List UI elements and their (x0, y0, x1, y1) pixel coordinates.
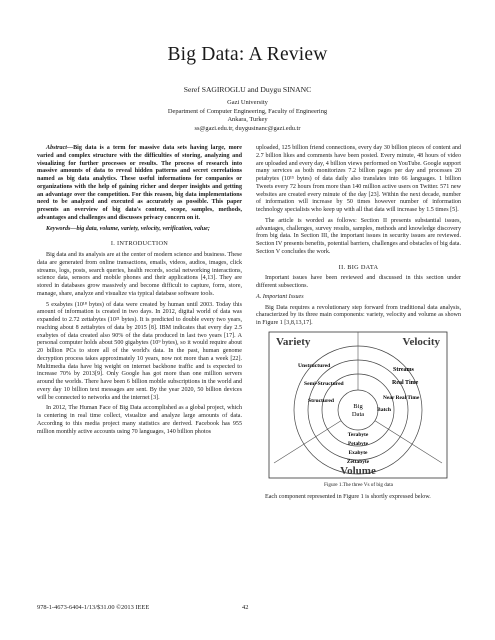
footer-isbn: 978-1-4673-6404-1/13/$31.00 ©2013 IEEE (37, 604, 150, 611)
section-heading-introduction: I. INTRODUCTION (110, 240, 169, 248)
right-column (256, 145, 461, 504)
velocity-item-streams: Streams (393, 366, 414, 373)
right-paragraph-3: Important issues have been reviewed and discussed in this section under different subsections. (256, 275, 461, 289)
paper-title: Big Data: A Review (167, 44, 328, 65)
right-paragraph-1: uploaded, 125 billion friend connections, every day 30 billion pieces of content and 2.7 billion likes and comments have been posted. Every minute, 48 hours of video are uploaded and every day, 4 billion views performed on YouTube. Google support many services as both monitorizes 7.2 billion pages per day and processes 20 petabytes (10¹⁵ bytes) of data daily also translates into 66 languages. 1 billion Tweets every 72 hours from more than 140 million active users on Twitter. 571 new websites are created every minute of the day [23]. Within the next decade, number of information will increase by 50 times however number of information technology specialists who keep up with all that data will increase by 1.5 times [5]. (256, 145, 461, 213)
right-paragraph-5: Each component represented in Figure 1 is shortly expressed below. (265, 493, 431, 500)
affiliation-university: Gazi University (227, 99, 268, 106)
velocity-item-batch: Batch (377, 406, 391, 413)
abstract-label: Abstract (46, 145, 67, 151)
center-label-top: Big (353, 402, 363, 410)
center-label-bottom: Data (351, 410, 365, 418)
left-column (37, 145, 242, 439)
velocity-item-real-time: Real Time (392, 379, 419, 386)
right-paragraph-4: Big Data requires a revolutionary step forward from traditional data analysis, characterized by its three main components: variety, velocity and volume as shown in Figure 1 [3,8,13,17]. (256, 304, 461, 326)
paper-authors: Seref SAGIROGLU and Duygu SINANC (183, 85, 312, 94)
variety-item-structured: Structured (308, 397, 334, 404)
affiliation-city: Ankara, Turkey (227, 116, 268, 124)
intro-paragraph-3: In 2012, The Human Face of Big Data accomplished as a global project, which is centering in real time collect, visualize and analyze large amounts of data. According to this media project many statistics are derived. Facebook has 955 million monthly active accounts using 70 languages, 140 billion photos (37, 405, 242, 435)
right-paragraph-2: The article is worded as follows: Section II presents substantial issues, advantages, challenges, survey results, samples, methods and knowledge discovery from big data. In Section III, the important issues in security issues are reviewed. Section IV presents benefits, potential barriers, challenges and obstacles of big data. Section V concludes the work. (256, 217, 461, 255)
velocity-label: Velocity (402, 335, 440, 348)
volume-item-exabyte: Exabyte (348, 449, 368, 456)
page-number: 42 (242, 604, 249, 611)
variety-item-semi-structured: Semi-Structured (304, 380, 344, 387)
abstract-text: —Big data is a term for massive data sets having large, more varied and complex structure with the difficulties of storing, analyzing and visualizing for further processes or results. The process of research into massive amounts of data to reveal hidden patterns and secret correlations named as big data analytics. These useful informations for companies or organizations with the help of gaining richer and deeper insights and getting an advantage over the competition. For this reason, big data implementations need to be analyzed and executed as accurately as possible. This paper presents an overview of big data's content, scope, samples, methods, advantages and challenges and discusses privacy concern on it. (37, 145, 242, 221)
intro-paragraph-1: Big data and its analysis are at the center of modern science and business. These data are generated from online transactions, emails, videos, audios, images, click streams, logs, posts, search queries, health records, social networking interactions, science data, sensors and mobile phones and their applications [4,13]. They are stored in databases grow massively and become difficult to capture, form, store, manage, share, analyze and visualize via typical database software tools. (37, 252, 242, 297)
keywords-paragraph (37, 226, 242, 234)
volume-item-petabyte: Petabyte (347, 440, 369, 447)
subsection-heading-important-issues: A. Important Issues (256, 293, 304, 300)
variety-item-unstructured: Unstructured (298, 362, 331, 369)
variety-label: Variety (276, 335, 311, 348)
abstract-paragraph (37, 145, 242, 223)
ring-inner (338, 390, 378, 430)
keywords-label: Keywords (46, 225, 71, 232)
velocity-item-near-real-time: Near Real Time (383, 394, 420, 401)
affiliation-emails: ss@gazi.edu.tr, duygusinanc@gazi.edu.tr (194, 124, 301, 132)
section-heading-big-data: II. BIG DATA (338, 263, 379, 271)
three-vs-figure (268, 331, 448, 479)
intro-paragraph-2: 5 exabytes (10¹⁸ bytes) of data were created by human until 2003. Today this amount of information is created in two days. In 2012, digital world of data was expanded to 2.72 zettabytes (10²¹ bytes). It is predicted to double every two years, reaching about 8 zettabytes of data by 2015 [8]. IBM indicates that every day 2.5 exabytes of data created also 90% of the data produced in last two years [17]. A personal computer holds about 500 gigabytes (10⁹ bytes), so it would require about 20 billion PCs to store all of the world's data. In the past, human genome decryption process takes approximately 10 years, now not more than a week [22]. Multimedia data have big weight on internet backbone traffic and is expected to increase 70% by 2013[9]. Only Google has got more than one million servers around the worlds. There have been 6 billion mobile subscriptions in the world and every day 10 billion text messages are sent. By the year 2020, 50 billion devices will be connected to networks and the internet [3]. (37, 301, 242, 401)
volume-item-terabyte: Terabyte (347, 431, 369, 438)
keywords-text: —big data, volume, variety, velocity, verification, value; (70, 225, 210, 232)
three-vs-diagram (268, 331, 448, 479)
affiliation-block (0, 99, 495, 133)
volume-item-zettabyte: Zettabyte (346, 458, 370, 465)
figure-caption: Figure 1.The three Vs of big data (324, 481, 393, 488)
affiliation-department: Department of Computer Engineering, Faculty of Engineering (167, 107, 328, 115)
volume-label: Volume (340, 464, 376, 477)
